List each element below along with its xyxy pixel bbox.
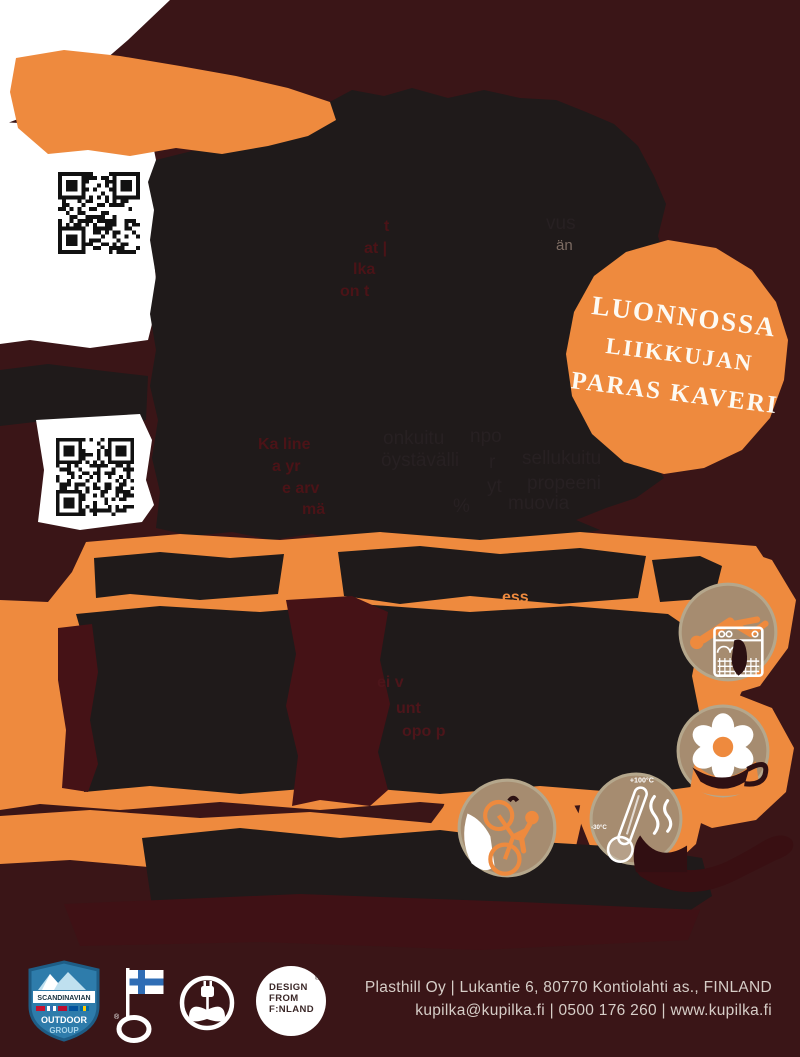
slogan-line-1: LUONNOSSA <box>590 290 779 343</box>
text-fragment: muovia <box>508 493 570 514</box>
text-fragment: än <box>556 237 573 254</box>
design-from-finland-logo <box>256 966 326 1036</box>
sog-outdoor: OUTDOOR <box>41 1015 87 1025</box>
slogan-line-2: LIIKKUJAN <box>604 333 755 376</box>
text-fragment: yt <box>487 476 502 497</box>
address-line-1: Plasthill Oy | Lukantie 6, 80770 Kontiolahti as., FINLAND <box>364 979 772 996</box>
text-fragment: t <box>384 218 390 235</box>
dff-line1: DESIGN <box>269 982 308 993</box>
text-fragment: Ka line <box>258 436 311 453</box>
qr-code-bottom <box>52 436 138 518</box>
text-fragment: unt <box>396 700 421 717</box>
text-fragment: npo <box>470 426 502 447</box>
dishwasher-safe-icon <box>676 580 780 684</box>
eco-plug-logo <box>178 974 236 1037</box>
text-fragment: a yr <box>272 458 301 475</box>
slogan-line-3: PARAS KAVERI <box>569 367 780 420</box>
text-fragment: r <box>489 452 496 473</box>
min-temp-label: -30°C <box>591 824 607 832</box>
text-fragment: ei v <box>377 674 404 691</box>
dff-line2: FROM <box>269 993 299 1004</box>
sog-name: SCANDINAVIAN <box>37 995 91 1002</box>
text-fragment: lka <box>353 261 376 278</box>
qr-code-top <box>56 170 142 256</box>
sog-group: GROUP <box>49 1026 79 1035</box>
company-address <box>365 976 772 1022</box>
dff-registered: ® <box>314 975 320 982</box>
text-fragment: mä <box>302 501 326 518</box>
key-flag-logo <box>114 966 168 1049</box>
scandinavian-outdoor-group-logo <box>26 960 102 1047</box>
text-fragment: e arv <box>282 480 320 497</box>
max-temp-label: +100°C <box>629 776 654 785</box>
text-fragment: opo p <box>402 723 446 740</box>
text-fragment: propeeni <box>527 473 601 494</box>
text-fragment: ess <box>502 589 529 606</box>
text-fragment: at | <box>364 240 388 257</box>
footer <box>0 940 800 1057</box>
natural-material-icon <box>674 702 772 800</box>
text-fragment: onkuitu <box>383 428 445 449</box>
cyclist-icon <box>455 776 559 880</box>
temperature-range-icon <box>587 770 685 868</box>
text-fragment: on t <box>340 283 370 300</box>
dff-line3: F:NLAND <box>269 1004 315 1015</box>
text-fragment: vus <box>546 213 576 234</box>
text-fragment: % <box>453 496 470 517</box>
text-fragment: sellukuitu <box>522 448 602 469</box>
key-flag-registered: ® <box>114 1014 120 1021</box>
text-fragment: öystävälli <box>381 450 460 471</box>
address-line-2: kupilka@kupilka.fi | 0500 176 260 | www.kupilka.fi <box>415 1002 772 1019</box>
